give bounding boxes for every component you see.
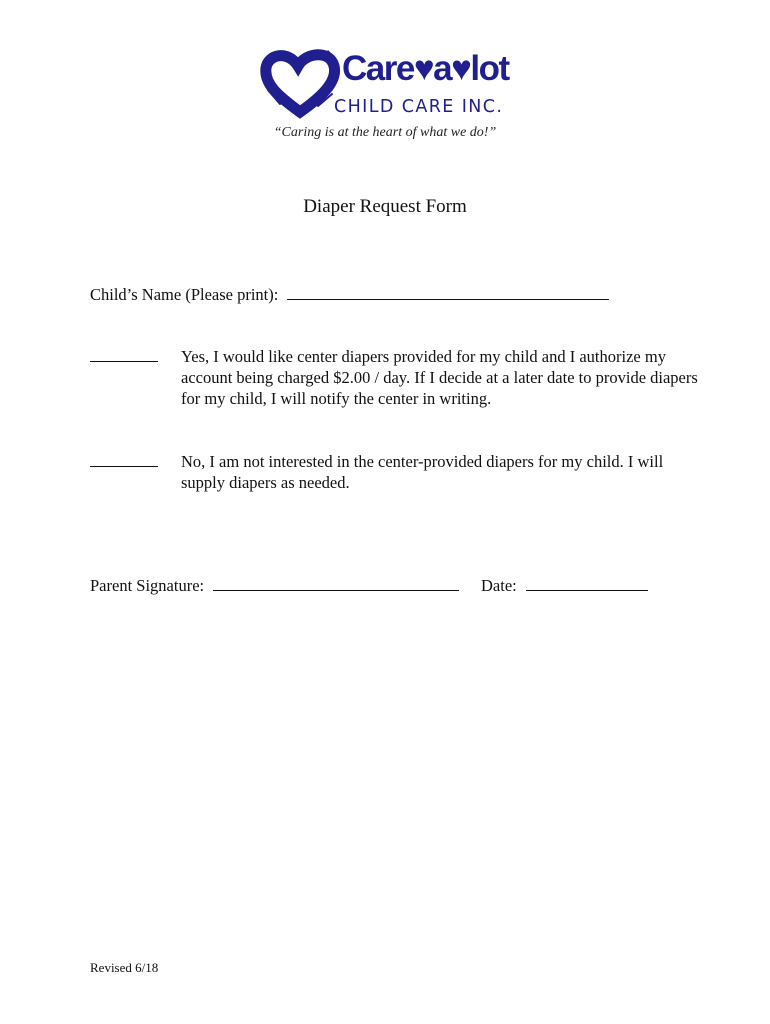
date-blank[interactable] (526, 576, 648, 591)
signature-row (90, 576, 459, 596)
option-yes-text: Yes, I would like center diapers provided for my child and I authorize my account being charged $2.00 / day. If I decide at a later date to provide diapers for my child, I will notify the center in writing. (181, 347, 698, 408)
logo-brand-text: Care♥a♥lot (342, 49, 509, 88)
date-row (481, 576, 648, 596)
logo-subtext: CHILD CARE INC. (334, 97, 504, 117)
option-no-blank[interactable] (90, 452, 158, 467)
child-name-row (90, 285, 609, 305)
company-logo (258, 46, 518, 126)
child-name-label: Child’s Name (Please print): (90, 285, 279, 304)
heart-icon (258, 46, 342, 120)
revision-note: Revised 6/18 (90, 960, 159, 975)
option-yes-blank[interactable] (90, 347, 158, 362)
option-no-row (90, 452, 158, 472)
child-name-blank[interactable] (287, 285, 609, 300)
date-label: Date: (481, 576, 517, 595)
signature-label: Parent Signature: (90, 576, 205, 595)
form-title: Diaper Request Form (303, 196, 467, 217)
tagline: “Caring is at the heart of what we do!” (273, 125, 497, 140)
option-no-text: No, I am not interested in the center-provided diapers for my child. I will supply diapers as needed. (181, 452, 664, 492)
signature-blank[interactable] (213, 576, 459, 591)
option-yes-row (90, 347, 158, 367)
